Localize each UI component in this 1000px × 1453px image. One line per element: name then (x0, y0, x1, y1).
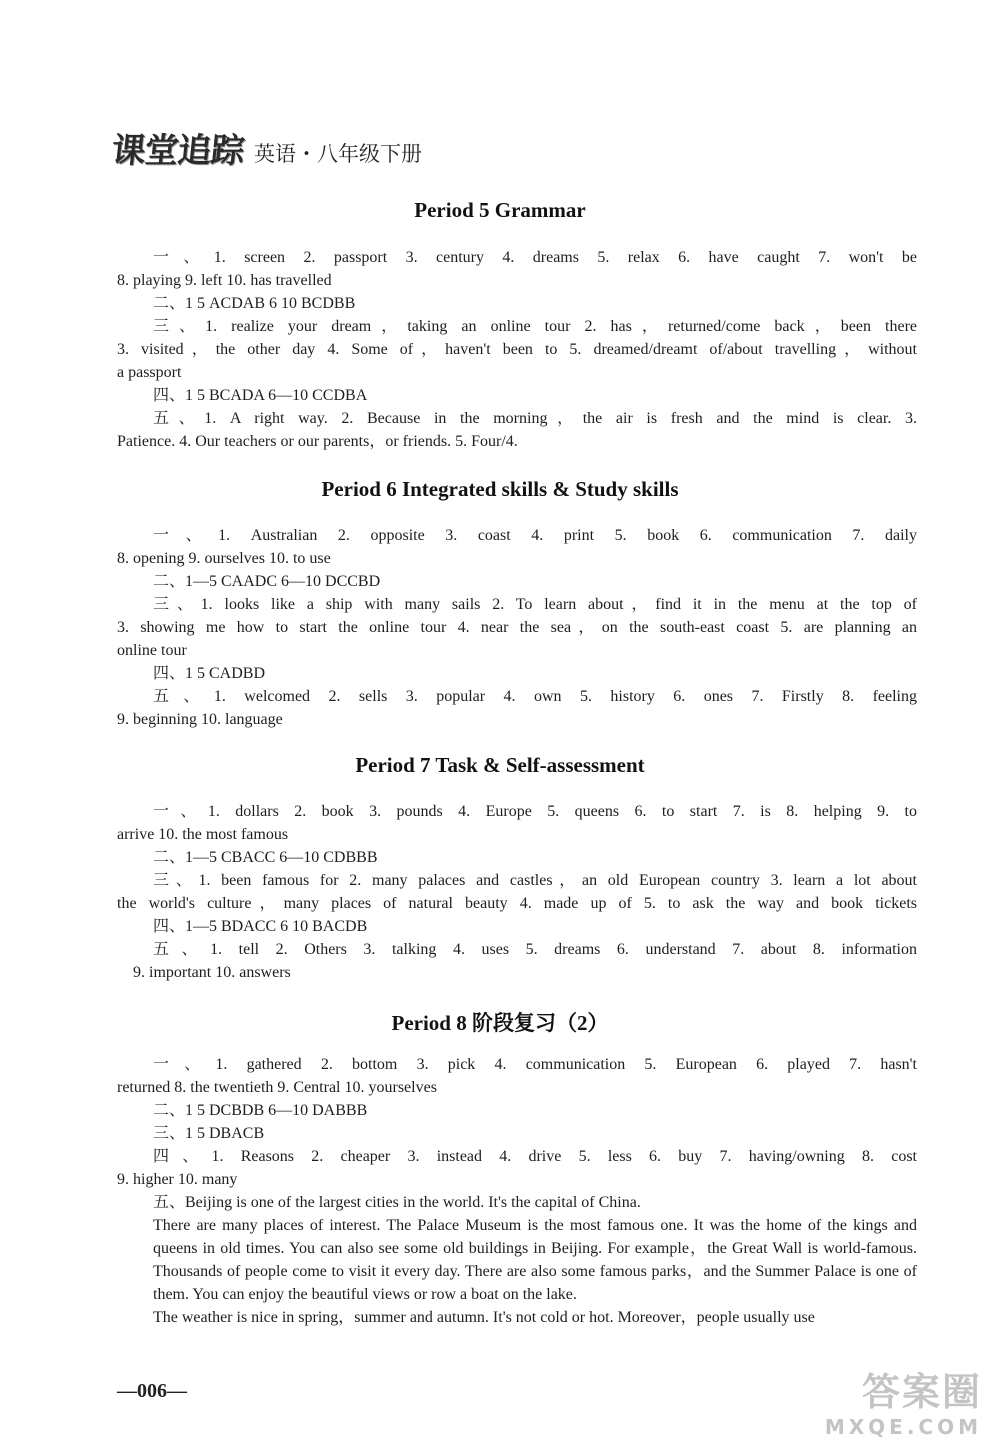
answer-line: 三、1. realize your dream，taking an online tour 2. has，returned/come back，been there (153, 318, 917, 335)
watermark-logo: 答案圈 (861, 1370, 982, 1414)
answer-line: 3. showing me how to start the online tour 4. near the sea，on the south-east coast 5. are planning an (117, 619, 917, 636)
answer-line: 四、1. Reasons 2. cheaper 3. instead 4. drive 5. less 6. buy 7. having/owning 8. cost (153, 1148, 917, 1165)
section-body-period-7 (117, 800, 917, 984)
watermark-url: MXQE.COM (824, 1415, 982, 1439)
answer-line: 二、1 5 ACDAB 6 10 BCDBB (153, 295, 356, 312)
answer-line: 9. higher 10. many (117, 1171, 238, 1188)
book-header (109, 122, 422, 172)
book-subtitle: 英语・八年级下册 (254, 142, 422, 166)
section-title-period-8: Period 8 阶段复习（2） (391, 1011, 609, 1035)
answer-line: 9. beginning 10. language (117, 711, 283, 728)
book-brand-logo: 课堂追踪 (109, 131, 246, 171)
answer-line: 一、1. gathered 2. bottom 3. pick 4. communication 5. European 6. played 7. hasn't (153, 1056, 917, 1073)
answer-line: returned 8. the twentieth 9. Central 10. yourselves (117, 1079, 437, 1096)
answer-line: 8. opening 9. ourselves 10. to use (117, 550, 331, 567)
section-body-period-6 (117, 524, 917, 731)
answer-line: arrive 10. the most famous (117, 826, 289, 843)
answer-line: 一、1. dollars 2. book 3. pounds 4. Europe 5. queens 6. to start 7. is 8. helping 9. to (153, 803, 917, 820)
answer-line: 一、1. Australian 2. opposite 3. coast 4. print 5. book 6. communication 7. daily (153, 527, 917, 544)
answer-line: Patience. 4. Our teachers or our parents，or friends. 5. Four/4. (117, 433, 518, 450)
answer-line: 五、Beijing is one of the largest cities in the world. It's the capital of China. (153, 1194, 641, 1211)
section-body-period-5 (117, 246, 917, 453)
answer-line: 五、1. welcomed 2. sells 3. popular 4. own 5. history 6. ones 7. Firstly 8. feeling (153, 688, 917, 705)
essay-paragraph: There are many places of interest. The Palace Museum is the most famous one. It was the home of the kings and queens in old times. You can also see some old buildings in Beijing. For example，the Great Wall is world-famous. Thousands of people come to visit it every day. There are also some famous parks，and the Summer Palace is one of them. You can enjoy the beautiful views or row a boat on the lake. (153, 1217, 917, 1303)
essay-passage (117, 1214, 917, 1329)
answer-line: 二、1—5 CBACC 6—10 CDBBB (153, 849, 378, 866)
answer-line: 三、1. looks like a ship with many sails 2. To learn about，find it in the menu at the top of (153, 596, 917, 613)
answer-line: 3. visited，the other day 4. Some of，haven't been to 5. dreamed/dreamt of/about travelling，without (117, 341, 918, 358)
section-body-period-8 (117, 1053, 917, 1329)
answer-line: online tour (117, 642, 187, 659)
answer-line: 9. important 10. answers (133, 964, 291, 981)
answer-line: a passport (117, 364, 182, 381)
section-title-period-6: Period 6 Integrated skills & Study skills (321, 477, 679, 501)
answer-line: 二、1—5 CAADC 6—10 DCCBD (153, 573, 381, 590)
section-title-period-7: Period 7 Task & Self-assessment (355, 753, 645, 777)
answer-line: 三、1 5 DBACB (153, 1125, 265, 1142)
answer-line: 四、1 5 BCADA 6—10 CCDBA (153, 387, 368, 404)
answer-line: 四、1—5 BDACC 6 10 BACDB (153, 918, 368, 935)
answer-line: 五、1. tell 2. Others 3. talking 4. uses 5. dreams 6. understand 7. about 8. information (153, 941, 917, 958)
page-number: —006— (117, 1380, 187, 1402)
answer-line: 8. playing 9. left 10. has travelled (117, 272, 332, 289)
answer-line: 三、1. been famous for 2. many palaces and castles，an old European country 3. learn a lot about (153, 872, 917, 889)
answer-line: the world's culture，many places of natural beauty 4. made up of 5. to ask the way and book tickets (117, 895, 917, 912)
essay-paragraph: The weather is nice in spring，summer and autumn. It's not cold or hot. Moreover，people usually use (153, 1309, 815, 1326)
watermark (782, 1369, 982, 1449)
answer-line: 一、1. screen 2. passport 3. century 4. dreams 5. relax 6. have caught 7. won't be (153, 249, 917, 266)
section-title-period-5: Period 5 Grammar (414, 198, 586, 222)
answer-line: 四、1 5 CADBD (153, 665, 266, 682)
answer-line: 二、1 5 DCBDB 6—10 DABBB (153, 1102, 368, 1119)
answer-line: 五、1. A right way. 2. Because in the morning，the air is fresh and the mind is clear. 3. (153, 410, 917, 427)
